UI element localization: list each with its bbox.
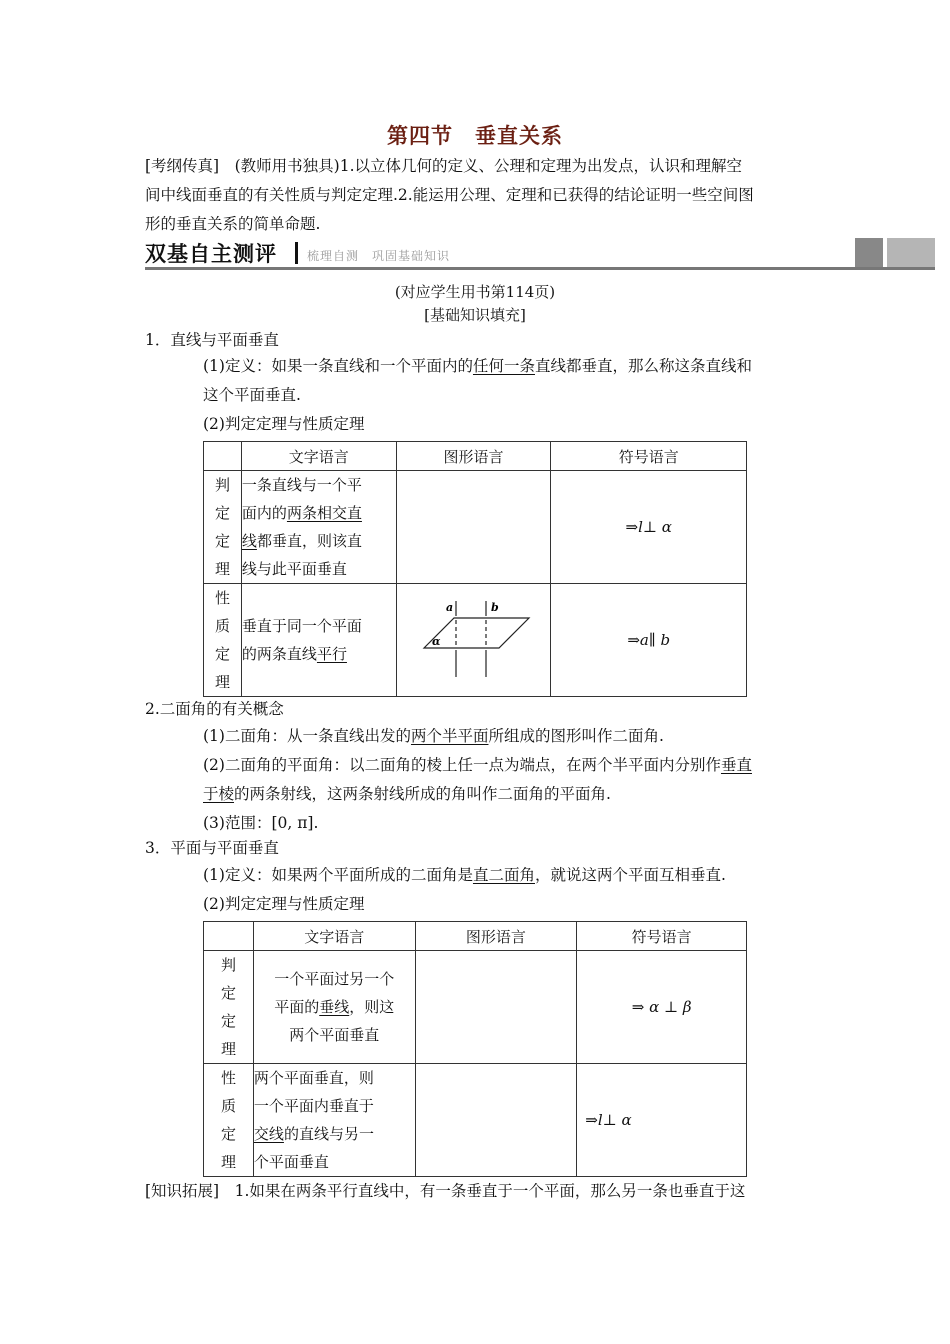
banner-divider <box>295 242 298 264</box>
section-3-heading: 3．平面与平面垂直 <box>145 839 279 857</box>
plane-judgement-symbol: ⇒ α ⊥ β <box>577 951 747 1064</box>
header-empty <box>204 442 242 471</box>
header-empty <box>204 922 254 951</box>
exam-outline-line-3: 形的垂直关系的简单命题. <box>145 215 321 233</box>
property-figure <box>396 584 551 697</box>
judgement-symbol: ⇒l⊥ α <box>551 471 747 584</box>
section-1-subheading: (2)判定定理与性质定理 <box>203 415 365 433</box>
answer-intersection-line: 交线 <box>253 1125 284 1143</box>
definition-text: (1)定义：如果一条直线和一个平面内的 <box>203 357 473 375</box>
figure-label-a: a <box>445 601 453 614</box>
plane-property-text: 两个平面垂直，则 一个平面内垂直于 交线的直线与另一 个平面垂直 <box>253 1064 415 1177</box>
definition-text-end: 这个平面垂直. <box>203 386 301 404</box>
header-symbol-language: 符号语言 <box>577 922 747 951</box>
answer-perpendicular-to-edge: 垂直 <box>720 756 752 774</box>
section-1-definition <box>203 352 813 439</box>
banner-subtitle: 梳理自测 巩固基础知识 <box>307 249 451 263</box>
row-label-judgement: 判 定 定 理 <box>204 471 242 584</box>
plane-property-figure <box>415 1064 577 1177</box>
row-label-property: 性 质 定 理 <box>204 1064 254 1177</box>
exam-outline <box>145 152 935 239</box>
table-row-property <box>204 584 747 697</box>
plane-judgement-text: 一个平面过另一个 平面的垂线，则这 两个平面垂直 <box>253 951 415 1064</box>
parallel-lines-figure <box>404 593 544 683</box>
plane-property-symbol: ⇒l⊥ α <box>577 1064 747 1177</box>
exam-outline-line-2: 间中线面垂直的有关性质与判定定理.2.能运用公理、定理和已获得的结论证明一些空间图 <box>145 186 754 204</box>
teacher-note: (教师用书独具) <box>234 157 340 175</box>
answer-right-dihedral: 直二面角 <box>472 866 535 884</box>
knowledge-extension-text: 1.如果在两条平行直线中，有一条垂直于一个平面，那么另一条也垂直于这 <box>234 1182 746 1200</box>
table-row-judgement <box>204 471 747 584</box>
section-2-body: (1)二面角：从一条直线出发的两个半平面所组成的图形叫作二面角. (2)二面角的平面角：以二面角的棱上任一点为端点，在两个半平面内分别作垂直 于棱的两条射线，这两条射线所成的角叫作二面角的平面角. (3)范围：[0, π]. <box>203 722 813 838</box>
property-symbol: ⇒a∥ b <box>551 584 747 697</box>
answer-intersecting-lines: 两条相交直 <box>286 504 362 522</box>
banner-rule <box>145 267 935 270</box>
header-figure-language: 图形语言 <box>415 922 577 951</box>
row-label-property: 性 质 定 理 <box>204 584 242 697</box>
knowledge-extension <box>145 1177 935 1206</box>
table2-row-judgement <box>204 951 747 1064</box>
section-2-heading: 2.二面角的有关概念 <box>145 700 284 718</box>
section-label: [基础知识填充] <box>424 306 526 324</box>
judgement-text: 一条直线与一个平 面内的两条相交直 线都垂直，则该直 线与此平面垂直 <box>241 471 396 584</box>
header-text-language: 文字语言 <box>241 442 396 471</box>
table-header-row <box>204 442 747 471</box>
page-title: 第四节 垂直关系 <box>387 124 563 148</box>
property-text: 垂直于同一个平面 的两条直线平行 <box>241 584 396 697</box>
table2-row-property <box>204 1064 747 1177</box>
exam-outline-text: 1.以立体几何的定义、公理和定理为出发点，认识和理解空 <box>339 157 743 175</box>
plane-judgement-figure <box>415 951 577 1064</box>
line-plane-table <box>203 441 747 697</box>
answer-two-half-planes: 两个半平面 <box>410 727 489 745</box>
reference-line: (对应学生用书第114页) <box>394 283 556 301</box>
figure-label-b: b <box>490 601 499 614</box>
exam-outline-line-1 <box>145 152 935 181</box>
answer-perpendicular-line: 垂线 <box>319 998 350 1016</box>
figure-label-alpha: α <box>431 635 440 648</box>
row-label-judgement: 判 定 定 理 <box>204 951 254 1064</box>
judgement-figure <box>396 471 551 584</box>
exam-outline-tag: [考纲传真] <box>145 157 220 175</box>
section-3-subheading: (2)判定定理与性质定理 <box>203 895 365 913</box>
header-figure-language: 图形语言 <box>396 442 551 471</box>
section-1-heading: 1．直线与平面垂直 <box>145 331 279 349</box>
dihedral-range: (3)范围：[0, π]. <box>203 814 319 832</box>
definition-answer: 任何一条 <box>472 357 535 375</box>
section-banner <box>145 238 935 270</box>
header-text-language: 文字语言 <box>253 922 415 951</box>
banner-decoration-light <box>887 238 935 267</box>
table2-header-row <box>204 922 747 951</box>
knowledge-extension-tag: [知识拓展] <box>145 1182 220 1200</box>
banner-title: 双基自主测评 <box>145 242 277 266</box>
answer-parallel: 平行 <box>316 645 347 663</box>
banner-decoration-dark <box>855 238 883 267</box>
header-symbol-language: 符号语言 <box>551 442 747 471</box>
section-3-body: (1)定义：如果两个平面所成的二面角是直二面角，就说这两个平面互相垂直. (2)判定定理与性质定理 <box>203 861 813 919</box>
definition-text-cont: 直线都垂直，那么称这条直线和 <box>534 357 752 375</box>
plane-plane-table <box>203 921 747 1177</box>
